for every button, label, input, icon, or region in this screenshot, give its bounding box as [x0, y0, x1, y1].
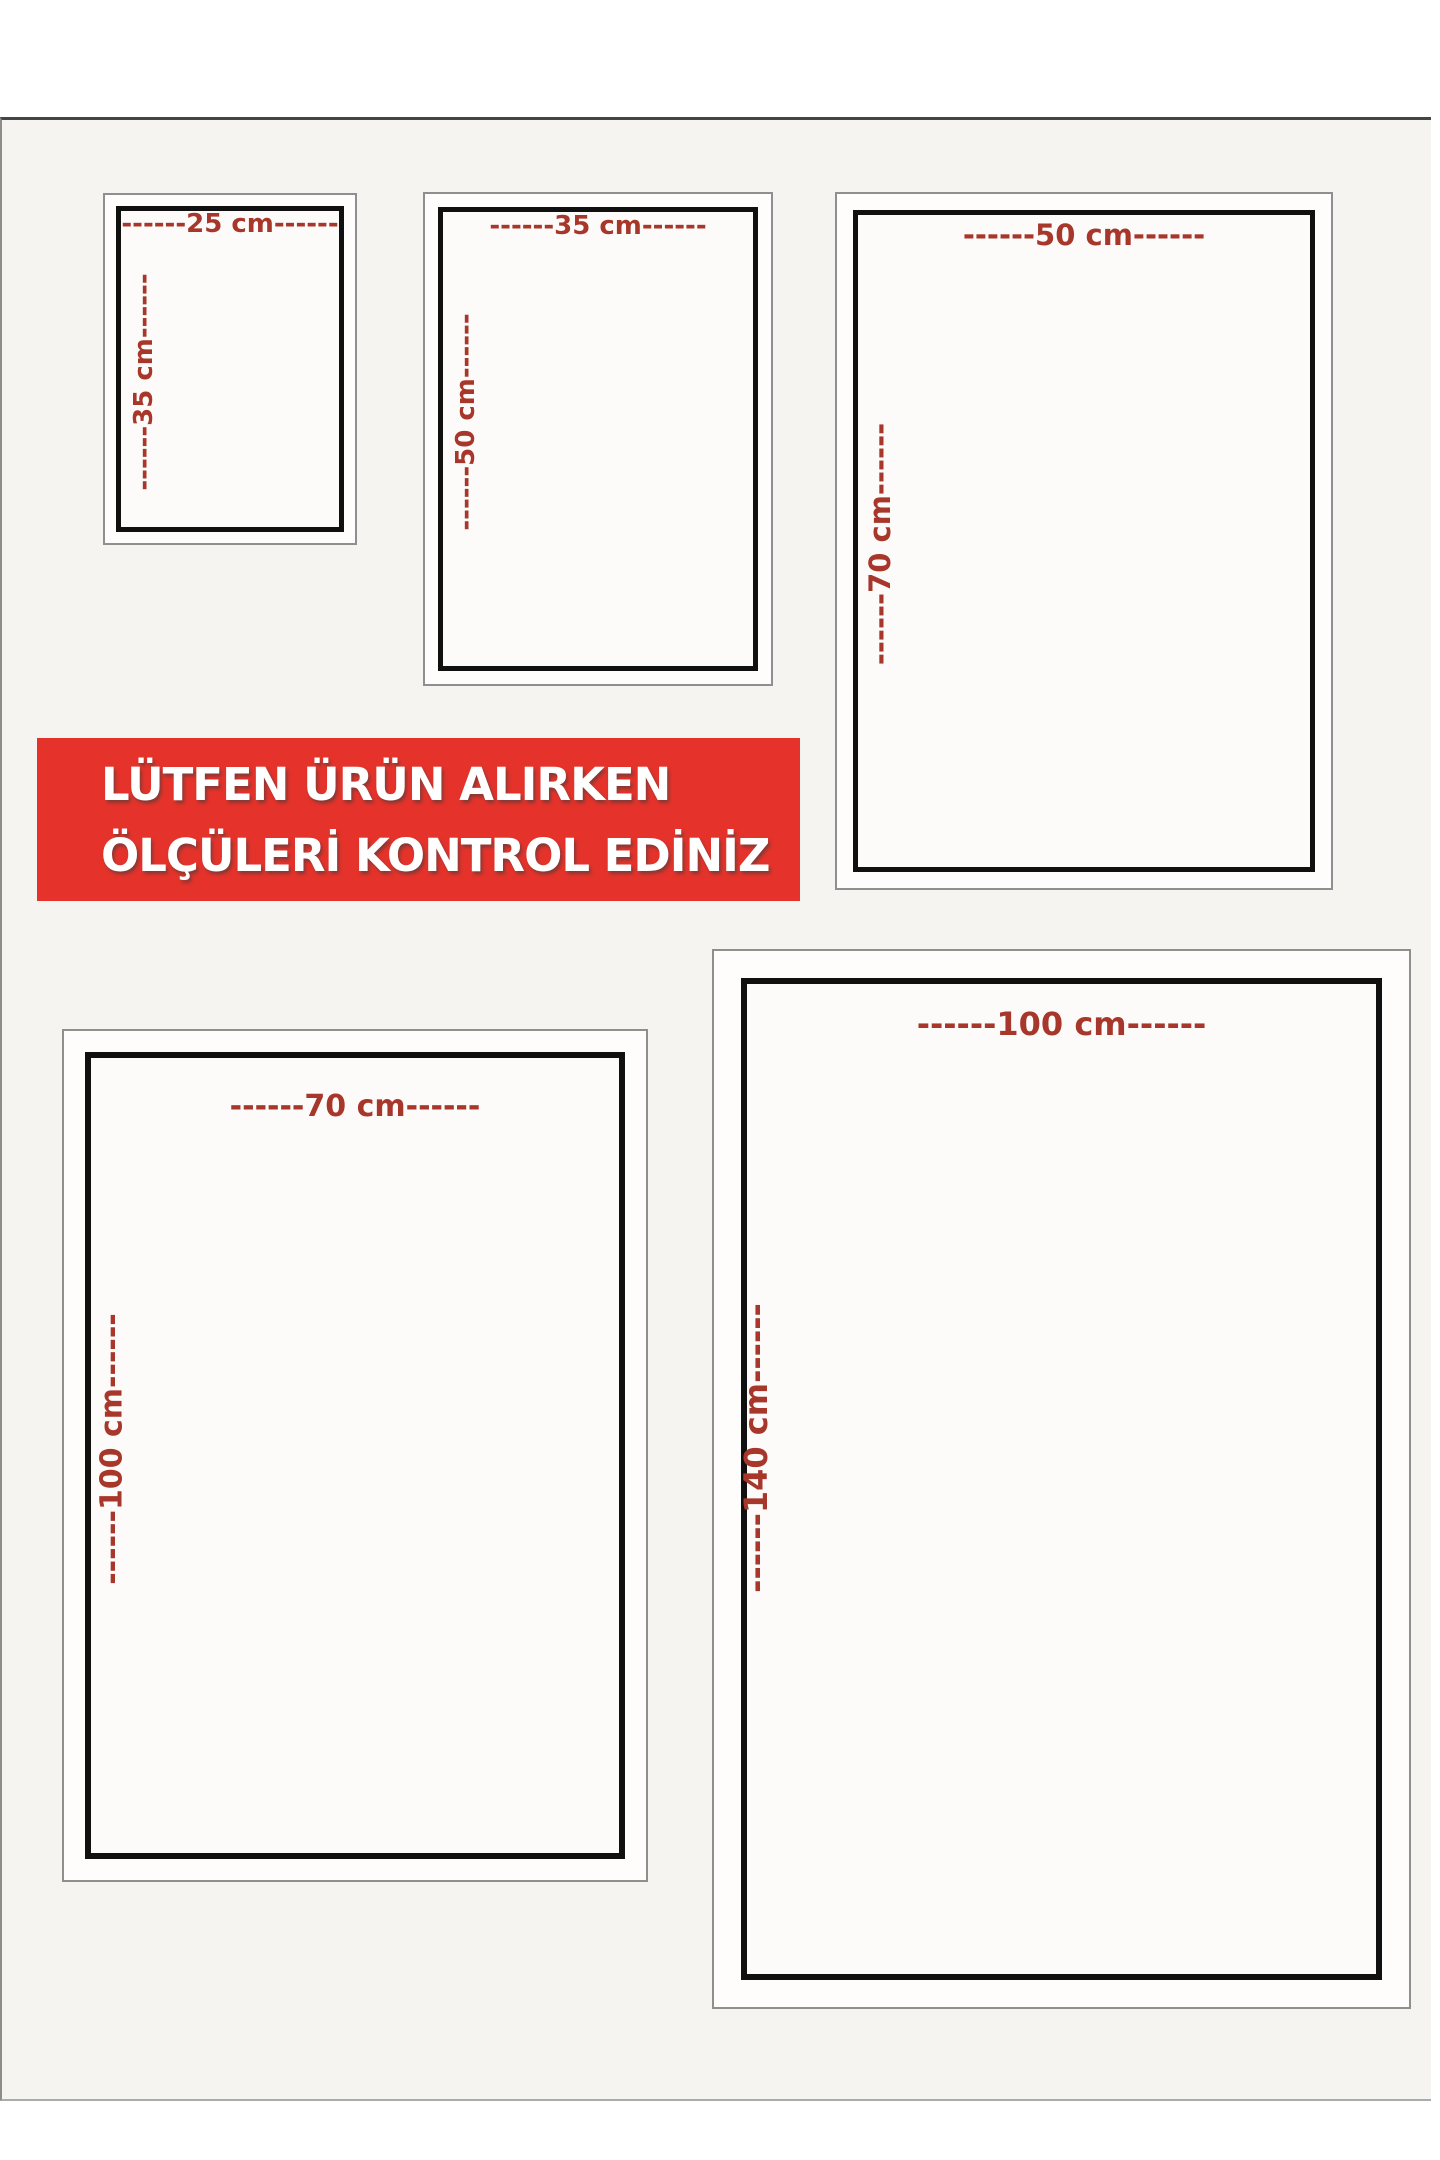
- width-label-100cm: ------100 cm------: [916, 1005, 1207, 1043]
- size-box-35x50-inner-frame: [438, 207, 758, 671]
- size-box-50x70-inner-frame: [853, 210, 1315, 872]
- width-label-25cm: ------25 cm------: [121, 209, 339, 239]
- size-box-25x35: [103, 193, 357, 545]
- warning-banner-line2: ÖLÇÜLERİ KONTROL EDİNİZ: [101, 828, 770, 882]
- height-label-100cm: ------100 cm------: [94, 1313, 130, 1585]
- height-label-35cm: ------35 cm------: [129, 273, 159, 491]
- warning-banner: [37, 738, 800, 901]
- size-box-100x140: [712, 949, 1411, 2009]
- width-label-70cm: ------70 cm------: [229, 1089, 481, 1124]
- height-label-70cm: ------70 cm------: [863, 422, 897, 666]
- warning-banner-line1: LÜTFEN ÜRÜN ALIRKEN: [101, 757, 671, 811]
- width-label-35cm: ------35 cm------: [489, 211, 707, 241]
- height-label-140cm: ------140 cm------: [737, 1303, 775, 1593]
- height-label-50cm: ------50 cm------: [451, 313, 481, 531]
- width-label-50cm: ------50 cm------: [962, 218, 1206, 252]
- size-box-35x50: [423, 192, 773, 686]
- size-box-70x100: [62, 1029, 648, 1882]
- size-box-50x70: [835, 192, 1333, 890]
- size-box-100x140-inner-frame: [741, 978, 1382, 1980]
- size-box-70x100-inner-frame: [85, 1052, 625, 1859]
